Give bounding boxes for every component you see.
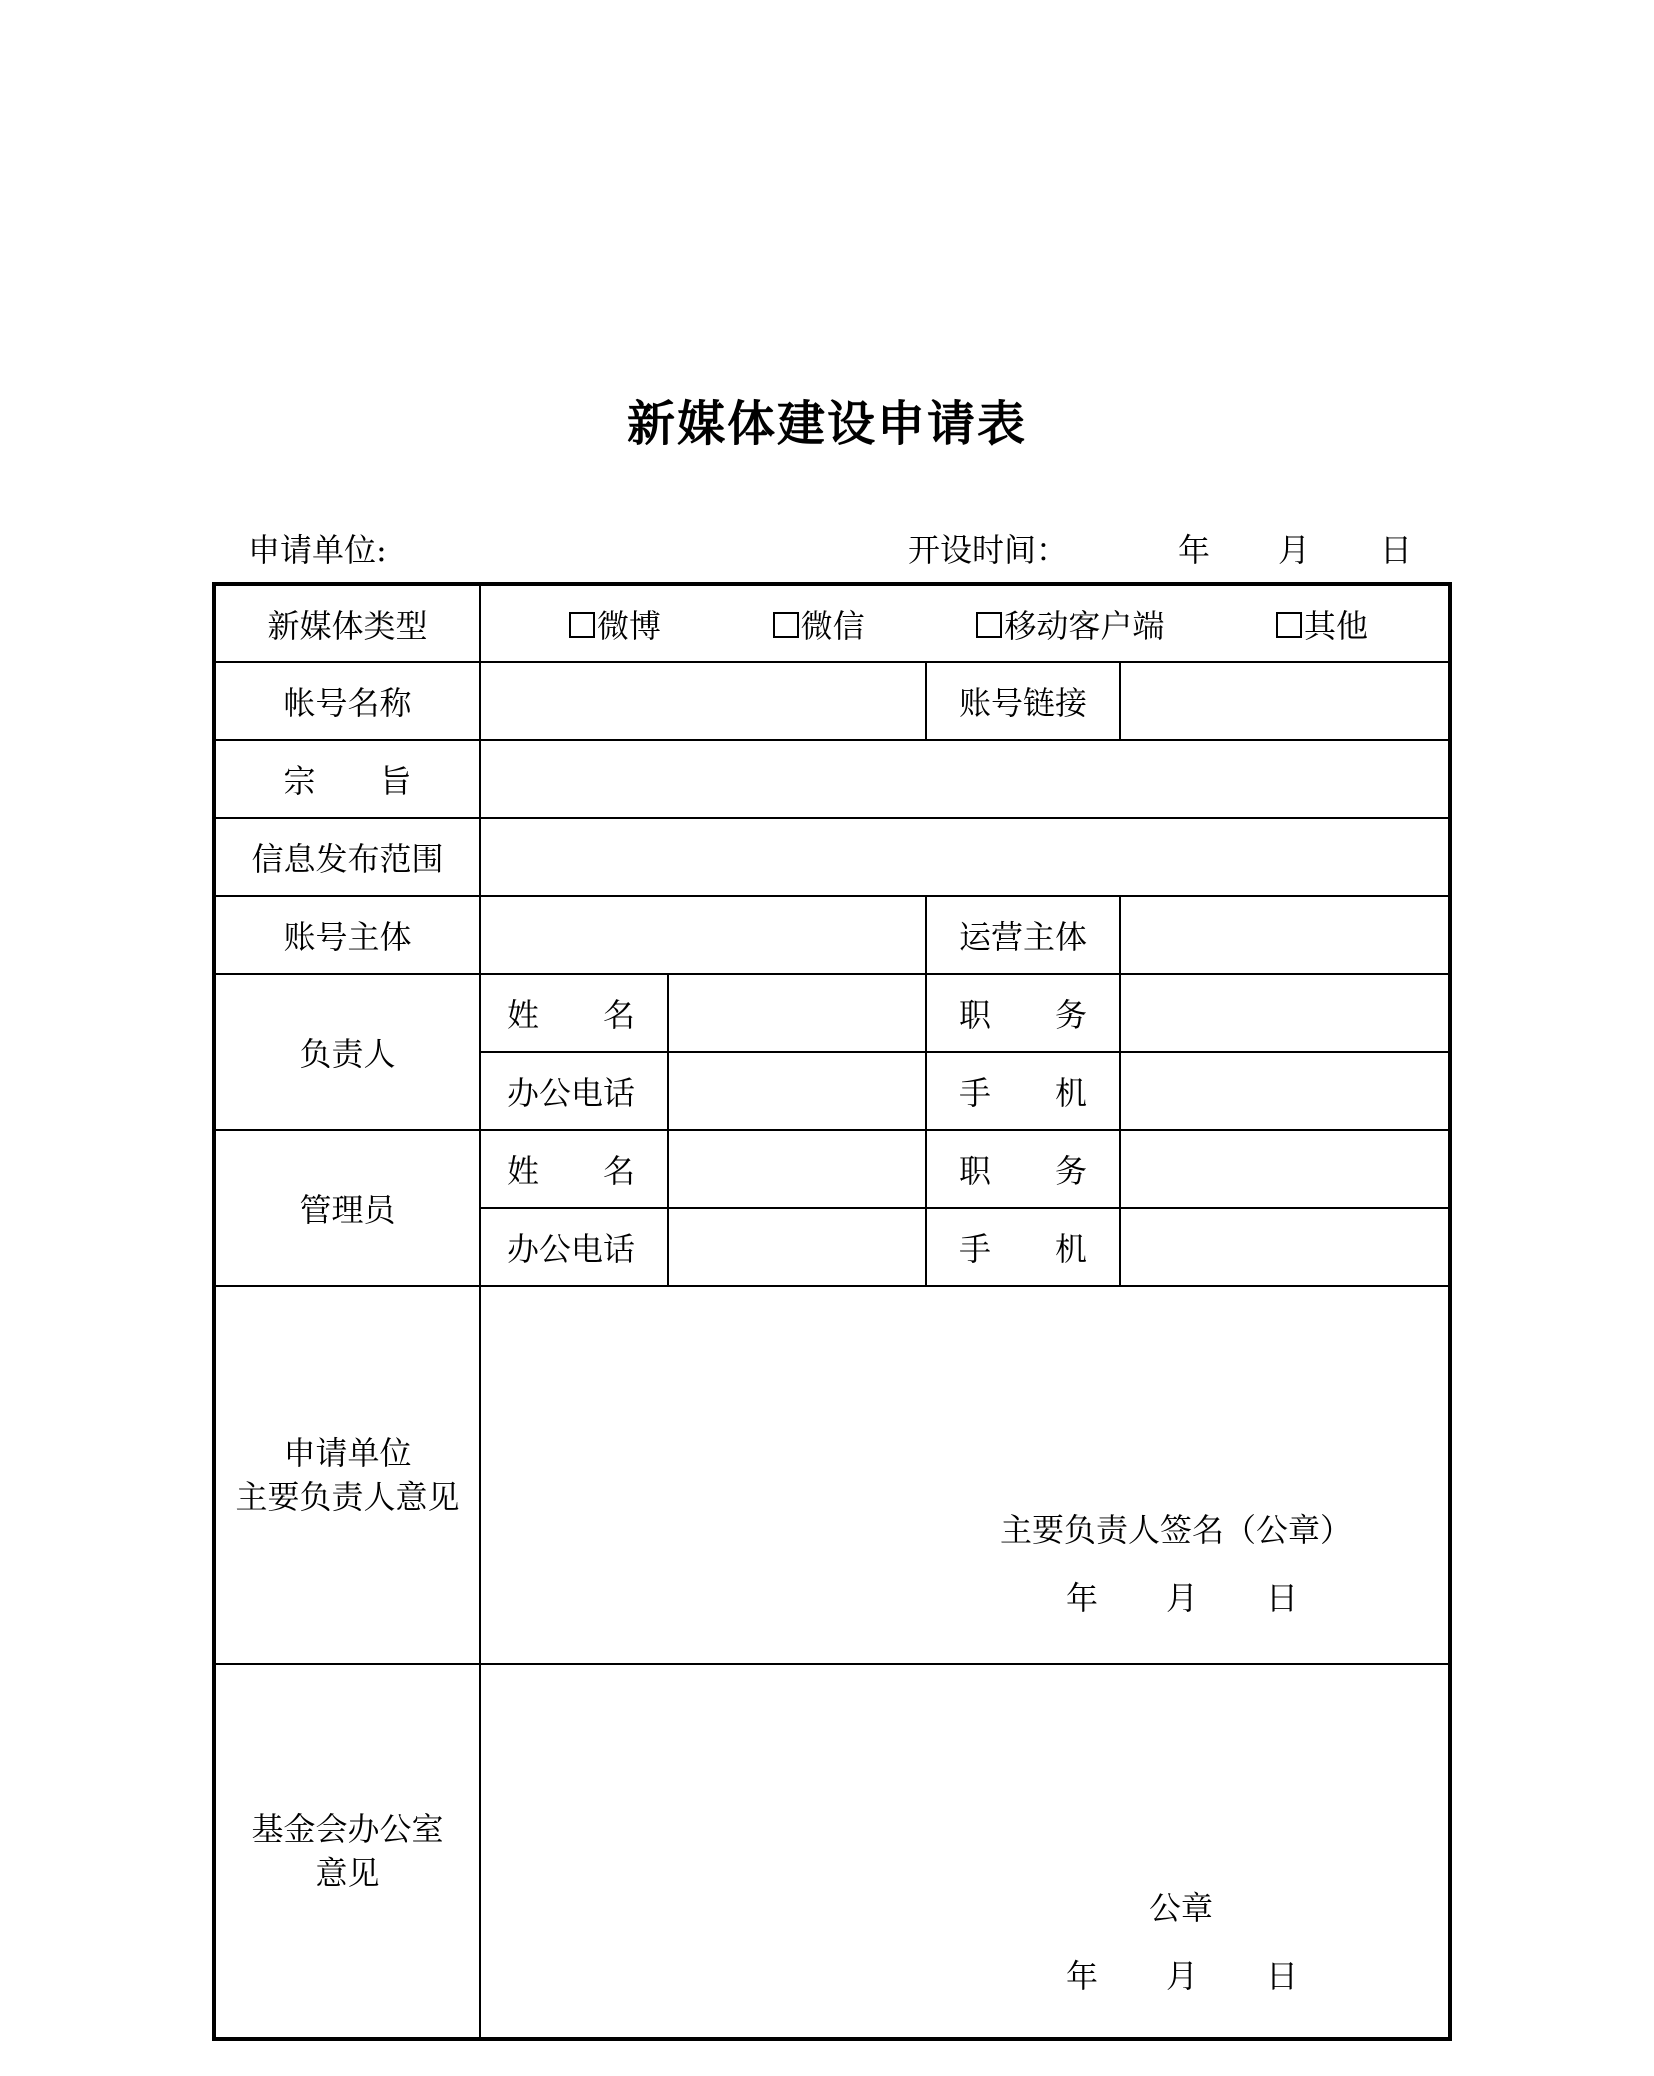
media-type-label: 新媒体类型 xyxy=(214,584,480,662)
admin-row-1 xyxy=(214,1130,1450,1208)
media-type-options xyxy=(480,584,1450,662)
unit-opinion-label: 申请单位 主要负责人意见 xyxy=(214,1286,480,1664)
responsible-row-1 xyxy=(214,974,1450,1052)
account-link-label: 账号链接 xyxy=(926,662,1120,740)
unit-opinion-field[interactable] xyxy=(480,1286,1450,1664)
responsible-phone-field[interactable] xyxy=(668,1052,926,1130)
responsible-label: 负责人 xyxy=(214,974,480,1130)
checkbox-icon[interactable] xyxy=(569,612,595,638)
admin-position-label: 职 务 xyxy=(926,1130,1120,1208)
option-weibo[interactable]: 微博 xyxy=(569,601,661,647)
admin-name-label: 姓 名 xyxy=(480,1130,668,1208)
owner-row xyxy=(214,896,1450,974)
office-opinion-date: 年 月 日 xyxy=(1066,1957,1299,1995)
purpose-field[interactable] xyxy=(480,740,1450,818)
applicant-unit-label: 申请单位: xyxy=(248,531,387,569)
admin-name-field[interactable] xyxy=(668,1130,926,1208)
admin-phone-label: 办公电话 xyxy=(480,1208,668,1286)
office-opinion-label: 基金会办公室 意见 xyxy=(214,1664,480,2039)
operator-field[interactable] xyxy=(1120,896,1450,974)
responsible-position-field[interactable] xyxy=(1120,974,1450,1052)
unit-opinion-date: 年 月 日 xyxy=(1066,1579,1299,1617)
option-other[interactable]: 其他 xyxy=(1276,601,1368,647)
checkbox-icon[interactable] xyxy=(1276,612,1302,638)
unit-signature-label: 主要负责人签名（公章） xyxy=(1000,1511,1353,1549)
application-form-table xyxy=(212,582,1452,2041)
office-opinion-field[interactable] xyxy=(480,1664,1450,2039)
option-wechat[interactable]: 微信 xyxy=(773,601,865,647)
open-time-year: 年 xyxy=(1178,531,1211,569)
page-title: 新媒体建设申请表 xyxy=(626,396,1027,452)
account-owner-field[interactable] xyxy=(480,896,926,974)
admin-label: 管理员 xyxy=(214,1130,480,1286)
account-row xyxy=(214,662,1450,740)
scope-field[interactable] xyxy=(480,818,1450,896)
office-opinion-row xyxy=(214,1664,1450,2039)
purpose-label: 宗 旨 xyxy=(214,740,480,818)
purpose-row xyxy=(214,740,1450,818)
media-type-row xyxy=(214,584,1450,662)
account-link-field[interactable] xyxy=(1120,662,1450,740)
responsible-mobile-field[interactable] xyxy=(1120,1052,1450,1130)
admin-position-field[interactable] xyxy=(1120,1130,1450,1208)
admin-phone-field[interactable] xyxy=(668,1208,926,1286)
scope-row xyxy=(214,818,1450,896)
checkbox-icon[interactable] xyxy=(773,612,799,638)
admin-mobile-field[interactable] xyxy=(1120,1208,1450,1286)
responsible-phone-label: 办公电话 xyxy=(480,1052,668,1130)
office-seal-label: 公章 xyxy=(1149,1889,1214,1927)
checkbox-icon[interactable] xyxy=(976,612,1002,638)
operator-label: 运营主体 xyxy=(926,896,1120,974)
option-mobile-client[interactable]: 移动客户端 xyxy=(976,601,1164,647)
open-time-month: 月 xyxy=(1278,531,1311,569)
responsible-mobile-label: 手 机 xyxy=(926,1052,1120,1130)
account-owner-label: 账号主体 xyxy=(214,896,480,974)
account-name-field[interactable] xyxy=(480,662,926,740)
account-name-label: 帐号名称 xyxy=(214,662,480,740)
responsible-name-field[interactable] xyxy=(668,974,926,1052)
open-time-label: 开设时间： xyxy=(908,531,1069,569)
responsible-name-label: 姓 名 xyxy=(480,974,668,1052)
responsible-position-label: 职 务 xyxy=(926,974,1120,1052)
open-time-day: 日 xyxy=(1380,531,1413,569)
admin-mobile-label: 手 机 xyxy=(926,1208,1120,1286)
unit-opinion-row xyxy=(214,1286,1450,1664)
scope-label: 信息发布范围 xyxy=(214,818,480,896)
